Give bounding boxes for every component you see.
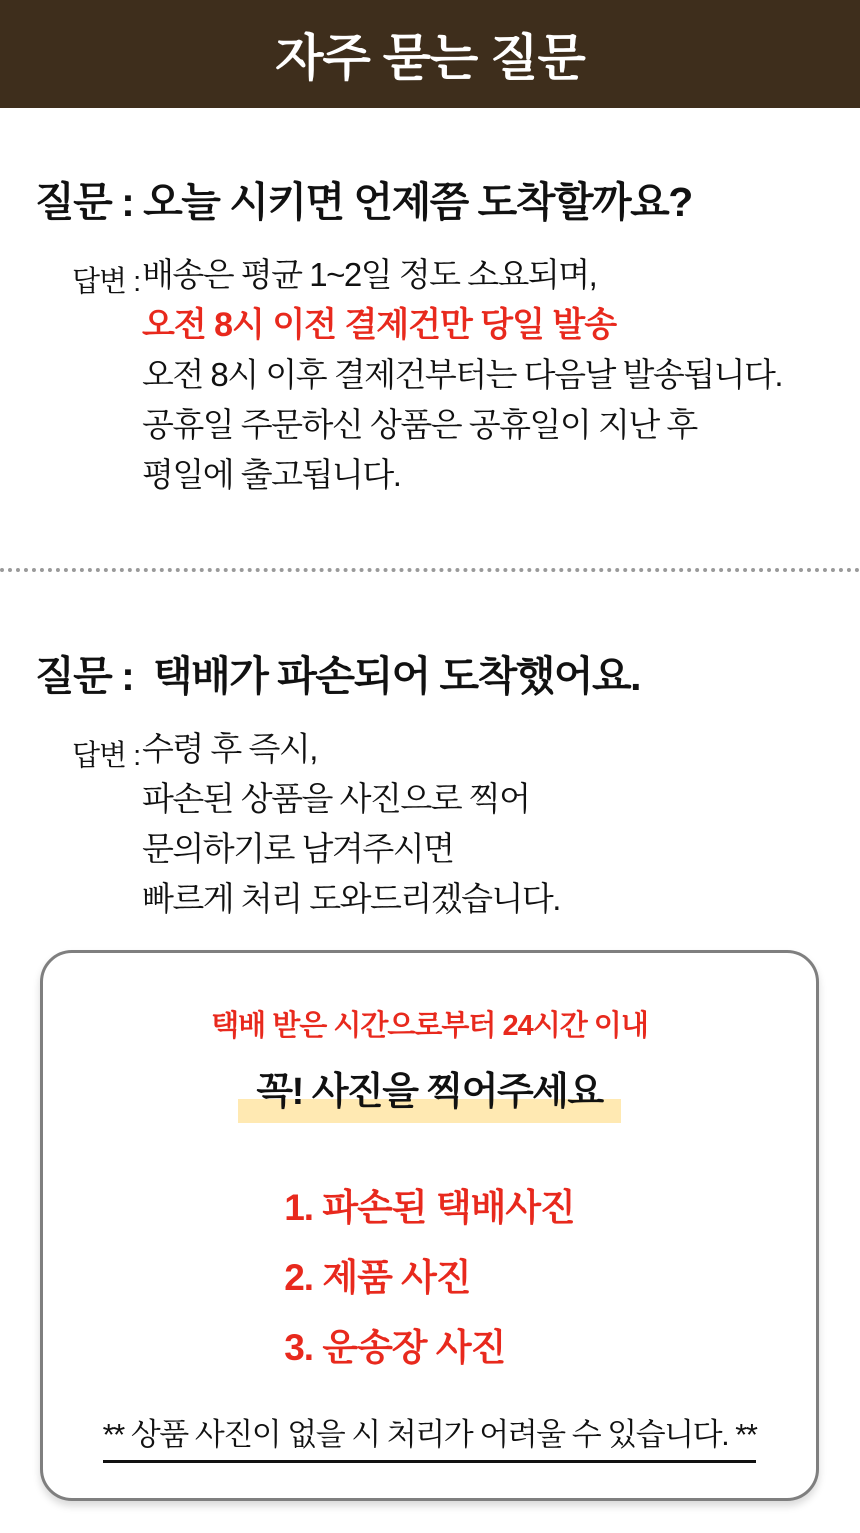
list-item-waybill-photo: 3. 운송장 사진 <box>284 1327 506 1368</box>
required-photo-list <box>284 1173 575 1383</box>
faq-section-shipping <box>0 178 860 500</box>
page-title: 자주 묻는 질문 <box>275 30 585 86</box>
notice-deadline-text: 택배 받은 시간으로부터 24시간 이내 <box>211 1010 648 1042</box>
list-item-product-photo: 2. 제품 사진 <box>284 1257 471 1298</box>
faq2-answer-line: 문의하기로 남겨주시면 <box>142 830 454 867</box>
notice-footnote <box>63 1409 796 1454</box>
faq1-answer-line: 평일에 출고됩니다. <box>142 456 401 493</box>
photo-notice-box <box>40 950 819 1501</box>
faq1-answer-line: 오전 8시 이후 결제건부터는 다음날 발송됩니다. <box>142 356 783 393</box>
faq1-answer <box>0 250 860 500</box>
faq2-answer <box>0 724 860 924</box>
list-item-damaged-parcel: 1. 파손된 택배사진 <box>284 1187 575 1228</box>
faq2-answer-line: 수령 후 즉시, <box>142 730 317 767</box>
dotted-divider <box>0 568 860 572</box>
faq2-answer-lines <box>142 724 860 924</box>
faq1-answer-line: 공휴일 주문하신 상품은 공휴일이 지난 후 <box>142 406 697 443</box>
faq1-answer-line: 배송은 평균 1~2일 정도 소요되며, <box>142 256 597 293</box>
faq2-answer-line: 빠르게 처리 도와드리겠습니다. <box>142 880 560 917</box>
faq1-answer-lines <box>142 250 860 500</box>
yellow-highlight: 꼭! 사진을 찍어주세요 <box>238 1060 620 1123</box>
faq2-answer-label: 답변 : <box>72 740 141 772</box>
faq1-question: 질문 : 오늘 시키면 언제쯤 도착할까요? <box>35 179 692 225</box>
faq-section-damaged <box>0 652 860 924</box>
faq1-highlight-line: 오전 8시 이전 결제건만 당일 발송 <box>142 306 617 344</box>
faq2-question: 질문 : 택배가 파손되어 도착했어요. <box>35 653 640 699</box>
header-bar <box>0 0 860 108</box>
faq2-answer-line: 파손된 상품을 사진으로 찍어 <box>142 780 530 817</box>
footnote-underlined-text: ** 상품 사진이 없을 시 처리가 어려울 수 있습니다. ** <box>103 1417 757 1463</box>
faq1-answer-label: 답변 : <box>72 266 141 298</box>
notice-photo-title <box>63 1060 796 1123</box>
